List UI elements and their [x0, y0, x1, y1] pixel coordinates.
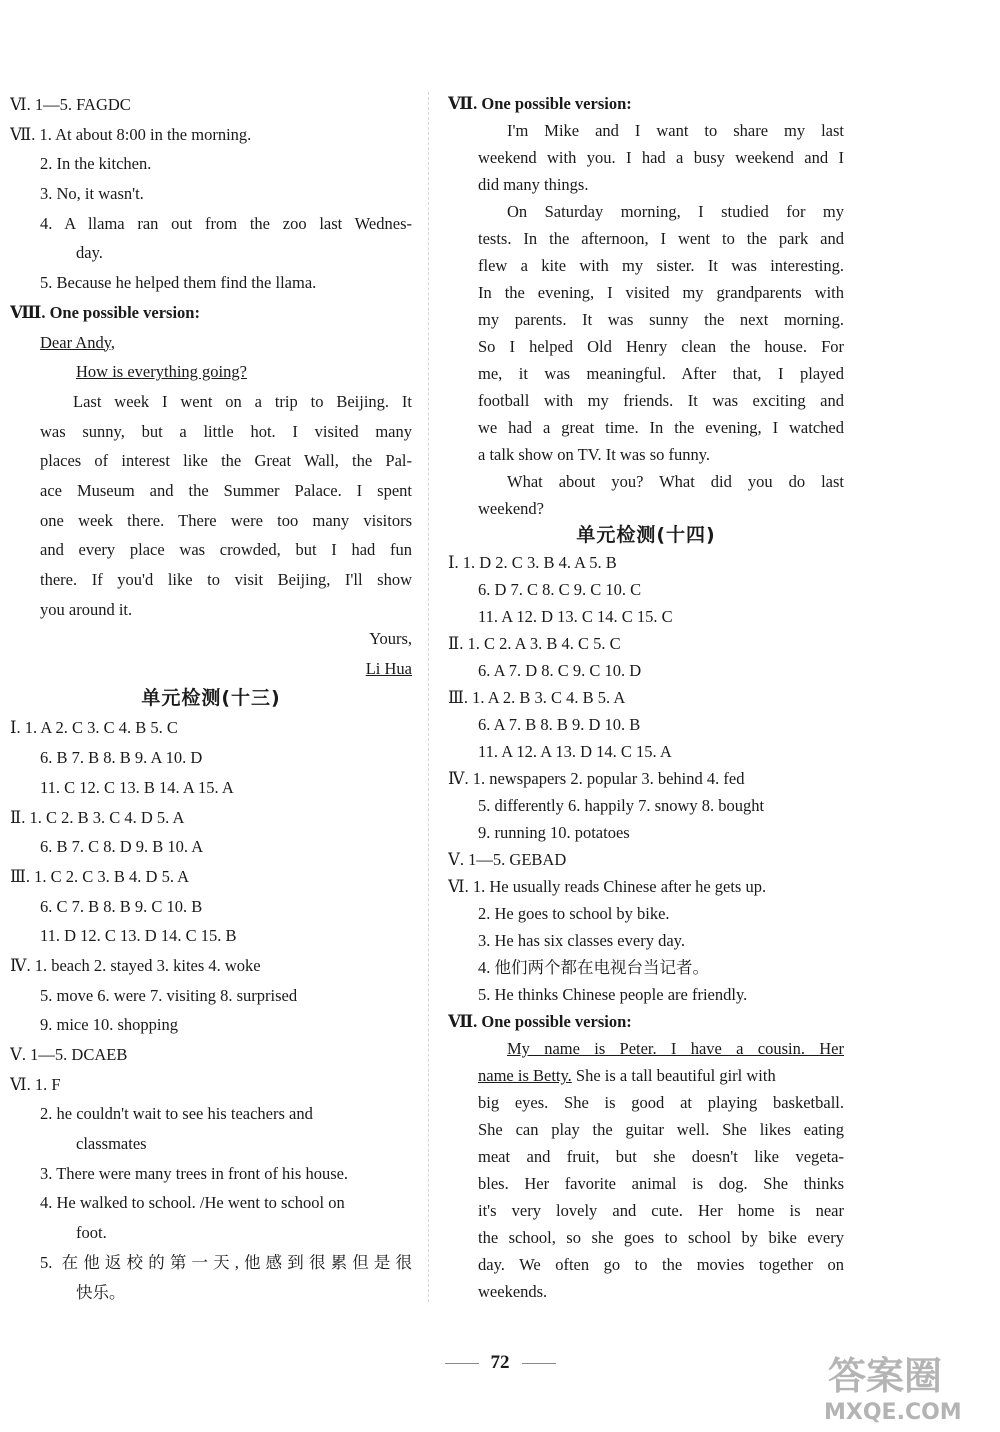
watermark-logo [822, 1345, 994, 1425]
essay-line: flew a kite with my sister. It was interesting. [478, 256, 844, 275]
essay-line: meat and fruit, but she doesn't like vegeta- [478, 1147, 844, 1166]
watermark-url: MXQE.COM [824, 1400, 962, 1425]
answer-line: Ⅳ. 1. newspapers 2. popular 3. behind 4. fed [448, 769, 745, 788]
answer-line: 6. C 7. B 8. B 9. C 10. B [40, 896, 203, 916]
answer-line: Ⅲ. 1. C 2. C 3. B 4. D 5. A [10, 866, 190, 886]
letter-line: there. If you'd like to visit Beijing, I'll show [40, 570, 412, 589]
essay-line: weekend? [478, 499, 544, 518]
essay-line: She can play the guitar well. She likes eating [478, 1120, 844, 1139]
answer-line: 11. D 12. C 13. D 14. C 15. B [40, 926, 237, 946]
answer-line: 3. No, it wasn't. [40, 184, 144, 204]
footer-rule-left [445, 1363, 479, 1364]
unit-test-title: 单元检测(十三) [141, 686, 281, 709]
watermark-logo-text: 答案圈 [828, 1354, 943, 1398]
letter-line: places of interest like the Great Wall, the Pal- [40, 451, 412, 471]
answer-line: 5. Because he helped them find the llama. [40, 273, 317, 293]
answer-line: 4. 他们两个都在电视台当记者。 [478, 958, 709, 977]
answer-line: 5. move 6. were 7. visiting 8. surprised [40, 985, 298, 1005]
essay-line: weekends. [478, 1282, 548, 1301]
answer-line: 3. He has six classes every day. [478, 931, 685, 950]
answer-line: 4. A llama ran out from the zoo last Wednes- [40, 213, 412, 233]
essay-line: big eyes. She is good at playing basketball. [478, 1093, 844, 1112]
essay-line: weekend with you. I had a busy weekend and I [478, 148, 844, 167]
answer-line: Ⅱ. 1. C 2. A 3. B 4. C 5. C [448, 634, 621, 653]
essay-line: What about you? What did you do last [507, 472, 844, 491]
essay-line: football with my friends. It was exciting and [478, 391, 844, 410]
answer-line: 9. running 10. potatoes [478, 823, 630, 842]
letter-line: How is everything going? [76, 362, 247, 382]
answer-line: Ⅵ. 1—5. FAGDC [10, 95, 131, 114]
essay-line [448, 1062, 844, 1089]
letter-line: you around it. [40, 599, 133, 619]
answer-line: Ⅱ. 1. C 2. B 3. C 4. D 5. A [10, 807, 185, 827]
answer-line: 3. There were many trees in front of his house. [40, 1163, 349, 1183]
answer-line: Ⅵ. 1. He usually reads Chinese after he gets up. [448, 877, 767, 896]
answer-line: 2. He goes to school by bike. [478, 904, 670, 923]
essay-line [448, 1035, 844, 1062]
underlined-text: name is Betty. [478, 1066, 572, 1085]
letter-line: and every place was crowded, but I had fun [40, 540, 412, 560]
answer-line: Ⅴ. 1—5. GEBAD [448, 850, 567, 869]
answer-line: 6. A 7. D 8. C 9. C 10. D [478, 661, 642, 680]
answer-line: 6. A 7. B 8. B 9. D 10. B [478, 715, 641, 734]
answer-line: 5. differently 6. happily 7. snowy 8. bought [478, 796, 765, 815]
answer-line: 6. B 7. B 8. B 9. A 10. D [40, 748, 203, 768]
answer-line: 5. He thinks Chinese people are friendly. [478, 985, 748, 1004]
essay-line: I'm Mike and I want to share my last [507, 121, 844, 140]
section-heading: Ⅷ. One possible version: [10, 302, 200, 322]
letter-line: ace Museum and the Summer Palace. I spent [40, 480, 412, 500]
answer-line: Ⅶ. 1. At about 8:00 in the morning. [10, 124, 252, 144]
answer-line: 4. He walked to school. /He went to school on [40, 1193, 345, 1213]
essay-text: She is a tall beautiful girl with [571, 1066, 776, 1085]
column-divider [428, 92, 429, 1302]
essay-line: So I helped Old Henry clean the house. For [478, 337, 844, 356]
underlined-text: My name is Peter. I have a cousin. Her [507, 1039, 844, 1058]
essay-line: On Saturday morning, I studied for my [507, 202, 844, 221]
answer-line: Ⅳ. 1. beach 2. stayed 3. kites 4. woke [10, 955, 261, 975]
essay-line: the school, so she goes to school by bike every [478, 1228, 844, 1247]
letter-closing: Yours, [369, 629, 412, 649]
answer-line: Ⅰ. 1. A 2. C 3. C 4. B 5. C [10, 718, 178, 738]
letter-signature: Li Hua [365, 659, 412, 679]
answer-line: foot. [76, 1223, 107, 1243]
essay-line: tests. In the afternoon, I went to the park and [478, 229, 844, 248]
essay-line: a talk show on TV. It was so funny. [478, 445, 711, 464]
answer-line: 11. C 12. C 13. B 14. A 15. A [40, 777, 234, 797]
answer-line: 11. A 12. D 13. C 14. C 15. C [478, 607, 673, 626]
letter-line: was sunny, but a little hot. I visited many [40, 421, 412, 441]
answer-line: 11. A 12. A 13. D 14. C 15. A [478, 742, 672, 761]
answer-line: 6. B 7. C 8. D 9. B 10. A [40, 837, 204, 857]
page-number: 72 [490, 1352, 510, 1373]
section-heading: Ⅶ. One possible version: [448, 94, 632, 113]
right-column [448, 90, 844, 1305]
footer-rule-right [522, 1363, 556, 1364]
answer-line: day. [76, 243, 103, 263]
essay-line: it's very lovely and cute. Her home is near [478, 1201, 844, 1220]
letter-line: one week there. There were too many visitors [40, 510, 412, 530]
answer-line: Ⅴ. 1—5. DCAEB [10, 1045, 128, 1064]
left-column [10, 90, 412, 1307]
answer-line: 9. mice 10. shopping [40, 1015, 178, 1035]
answer-line: 6. D 7. C 8. C 9. C 10. C [478, 580, 642, 599]
essay-line: did many things. [478, 175, 589, 194]
essay-line: day. We often go to the movies together on [478, 1255, 844, 1274]
answer-line: 2. In the kitchen. [40, 154, 152, 174]
answer-line: 2. he couldn't wait to see his teachers and [40, 1104, 313, 1124]
essay-line: my parents. It was sunny the next morning. [478, 310, 844, 329]
answer-line: Ⅲ. 1. A 2. B 3. C 4. B 5. A [448, 688, 626, 707]
answer-line: 5. 在他返校的第一天,他感到很累但是很 [40, 1252, 412, 1272]
answer-line: classmates [76, 1134, 147, 1154]
section-heading: Ⅶ. One possible version: [448, 1012, 632, 1031]
essay-line: In the evening, I visited my grandparents with [478, 283, 844, 302]
answer-line: Ⅵ. 1. F [10, 1074, 61, 1094]
answer-line: 快乐。 [76, 1282, 126, 1302]
letter-greeting: Dear Andy, [40, 332, 115, 352]
essay-line: we had a great time. In the evening, I watched [478, 418, 844, 437]
essay-line: bles. Her favorite animal is dog. She thinks [478, 1174, 844, 1193]
essay-line: me, it was meaningful. After that, I played [478, 364, 844, 383]
letter-line: Last week I went on a trip to Beijing. It [73, 391, 412, 411]
unit-test-title: 单元检测(十四) [576, 524, 716, 546]
answer-line: Ⅰ. 1. D 2. C 3. B 4. A 5. B [448, 553, 617, 572]
